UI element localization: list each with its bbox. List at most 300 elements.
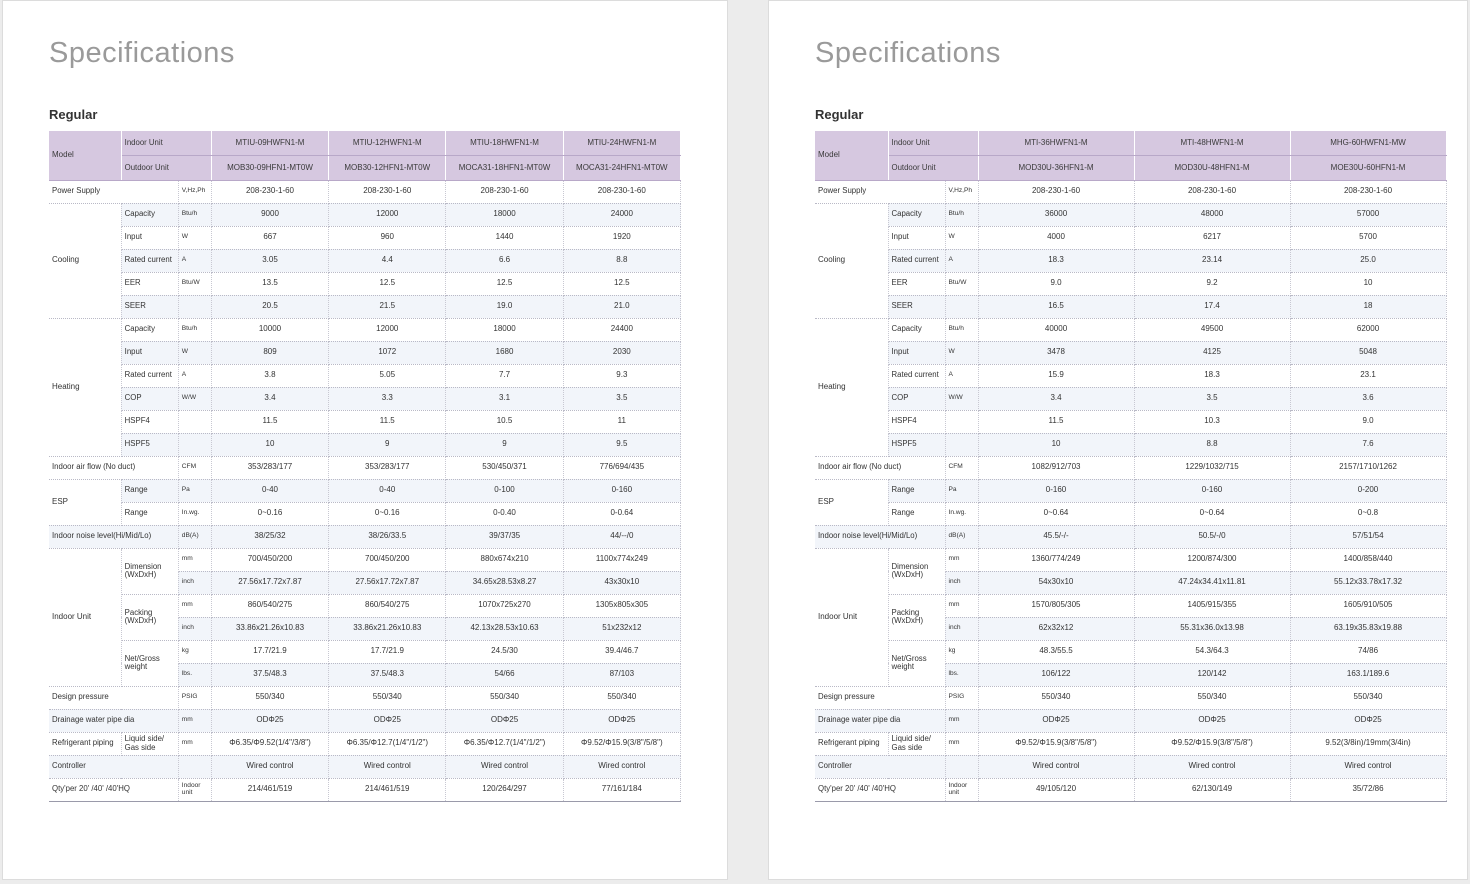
value-cell: 13.5 xyxy=(211,272,328,295)
value-cell: 55.31x36.0x13.98 xyxy=(1134,617,1290,640)
value-cell: 63.19x35.83x19.88 xyxy=(1290,617,1446,640)
unit-label: kg xyxy=(178,640,211,663)
unit-label: Btu/h xyxy=(945,203,978,226)
header-row xyxy=(815,156,1446,181)
cooling-group-label: Cooling xyxy=(49,203,121,318)
unit-label: Indoor unit xyxy=(178,778,211,801)
value-cell: 5700 xyxy=(1290,226,1446,249)
value-cell: Φ6.35/Φ12.7(1/4"/1/2") xyxy=(329,732,446,755)
value-cell: 16.5 xyxy=(978,295,1134,318)
table-row xyxy=(49,341,681,364)
unit-label: mm xyxy=(178,732,211,755)
heating-group-label: Heating xyxy=(49,318,121,456)
qty-label: Qty'per 20' /40' /40'HQ xyxy=(49,778,178,801)
value-cell: 9.52(3/8in)/19mm(3/4in) xyxy=(1290,732,1446,755)
value-cell: 3.4 xyxy=(978,387,1134,410)
value-cell: 18000 xyxy=(446,318,563,341)
value-cell: 1072 xyxy=(329,341,446,364)
value-cell: Wired control xyxy=(329,755,446,778)
model-label: Model xyxy=(815,131,888,180)
value-cell: 1440 xyxy=(446,226,563,249)
value-cell: 3.6 xyxy=(1290,387,1446,410)
table-row xyxy=(815,594,1446,617)
value-cell: 12000 xyxy=(329,203,446,226)
value-cell: 208-230-1-60 xyxy=(1134,180,1290,203)
value-cell: 0-160 xyxy=(563,479,680,502)
value-cell: 9 xyxy=(329,433,446,456)
indoor-model: MTIU-24HWFN1-M xyxy=(563,131,680,156)
table-row xyxy=(815,180,1446,203)
value-cell: 0~0.16 xyxy=(211,502,328,525)
param-label: EER xyxy=(888,272,945,295)
param-label: Input xyxy=(888,226,945,249)
table-row xyxy=(49,502,681,525)
value-cell: 42.13x28.53x10.63 xyxy=(446,617,563,640)
value-cell: ODΦ25 xyxy=(1134,709,1290,732)
value-cell: 550/340 xyxy=(446,686,563,709)
value-cell: 77/161/184 xyxy=(563,778,680,801)
value-cell: 667 xyxy=(211,226,328,249)
unit-label: CFM xyxy=(178,456,211,479)
value-cell: 33.86x21.26x10.83 xyxy=(329,617,446,640)
value-cell: 54/66 xyxy=(446,663,563,686)
value-cell: 74/86 xyxy=(1290,640,1446,663)
unit-label: dB(A) xyxy=(945,525,978,548)
indoor-model: MHG-60HWFN1-MW xyxy=(1290,131,1446,156)
table-row xyxy=(815,525,1446,548)
param-label: COP xyxy=(888,387,945,410)
value-cell: 3.4 xyxy=(211,387,328,410)
table-row xyxy=(815,640,1446,663)
param-label: Dimension (WxDxH) xyxy=(888,548,945,594)
value-cell: 6217 xyxy=(1134,226,1290,249)
param-label: Liquid side/ Gas side xyxy=(888,732,945,755)
unit-label: mm xyxy=(945,594,978,617)
noise-label: Indoor noise level(Hi/Mid/Lo) xyxy=(49,525,178,548)
value-cell: 700/450/200 xyxy=(211,548,328,571)
param-label: Capacity xyxy=(121,318,178,341)
value-cell: 7.6 xyxy=(1290,433,1446,456)
value-cell: 19.0 xyxy=(446,295,563,318)
param-label: Rated current xyxy=(121,249,178,272)
value-cell: 12.5 xyxy=(329,272,446,295)
value-cell: Φ9.52/Φ15.9(3/8"/5/8") xyxy=(978,732,1134,755)
param-label: Rated current xyxy=(888,249,945,272)
value-cell: 960 xyxy=(329,226,446,249)
table-row xyxy=(815,249,1446,272)
table-row xyxy=(815,295,1446,318)
param-label: COP xyxy=(121,387,178,410)
table-row xyxy=(49,686,681,709)
unit-label xyxy=(945,410,978,433)
value-cell: 21.0 xyxy=(563,295,680,318)
value-cell: 4125 xyxy=(1134,341,1290,364)
value-cell: 12.5 xyxy=(563,272,680,295)
value-cell: 35/72/86 xyxy=(1290,778,1446,801)
param-label: Rated current xyxy=(888,364,945,387)
value-cell: 48000 xyxy=(1134,203,1290,226)
table-row xyxy=(815,433,1446,456)
model-label: Model xyxy=(49,131,121,180)
value-cell: 49500 xyxy=(1134,318,1290,341)
value-cell: 208-230-1-60 xyxy=(978,180,1134,203)
value-cell: 51x232x12 xyxy=(563,617,680,640)
indoor-unit-group-label: Indoor Unit xyxy=(49,548,121,686)
outdoor-unit-label: Outdoor Unit xyxy=(121,156,211,181)
table-row xyxy=(49,456,681,479)
airflow-label: Indoor air flow (No duct) xyxy=(49,456,178,479)
table-row xyxy=(49,548,681,571)
unit-label: W xyxy=(945,341,978,364)
unit-label: W/W xyxy=(178,387,211,410)
table-row xyxy=(815,318,1446,341)
table-row xyxy=(49,318,681,341)
value-cell: 0-40 xyxy=(211,479,328,502)
value-cell: 87/103 xyxy=(563,663,680,686)
param-label: HSPF5 xyxy=(888,433,945,456)
unit-label: W xyxy=(945,226,978,249)
value-cell: 0-200 xyxy=(1290,479,1446,502)
value-cell: 8.8 xyxy=(1134,433,1290,456)
design-pressure-label: Design pressure xyxy=(49,686,178,709)
table-row xyxy=(49,226,681,249)
param-label: Dimension (WxDxH) xyxy=(121,548,178,594)
value-cell: 9 xyxy=(446,433,563,456)
airflow-label: Indoor air flow (No duct) xyxy=(815,456,945,479)
indoor-model: MTIU-09HWFN1-M xyxy=(211,131,328,156)
unit-label: PSIG xyxy=(178,686,211,709)
table-row xyxy=(815,778,1446,801)
indoor-unit-group-label: Indoor Unit xyxy=(815,548,888,686)
value-cell: 1405/915/355 xyxy=(1134,594,1290,617)
param-label: SEER xyxy=(121,295,178,318)
value-cell: Φ6.35/Φ12.7(1/4"/1/2") xyxy=(446,732,563,755)
unit-label: lbs. xyxy=(945,663,978,686)
value-cell: 120/264/297 xyxy=(446,778,563,801)
unit-label: inch xyxy=(178,571,211,594)
value-cell: 10000 xyxy=(211,318,328,341)
esp-group-label: ESP xyxy=(815,479,888,525)
section-subtitle: Regular xyxy=(815,107,864,122)
value-cell: 9.3 xyxy=(563,364,680,387)
value-cell: 23.14 xyxy=(1134,249,1290,272)
value-cell: ODΦ25 xyxy=(329,709,446,732)
value-cell: 8.8 xyxy=(563,249,680,272)
value-cell: Wired control xyxy=(1290,755,1446,778)
value-cell: 5048 xyxy=(1290,341,1446,364)
indoor-model: MTI-48HWFN1-M xyxy=(1134,131,1290,156)
unit-label: Btu/W xyxy=(178,272,211,295)
value-cell: Wired control xyxy=(446,755,563,778)
value-cell: 39/37/35 xyxy=(446,525,563,548)
value-cell: 25.0 xyxy=(1290,249,1446,272)
outdoor-model: MOCA31-24HFN1-MT0W xyxy=(563,156,680,181)
unit-label: A xyxy=(178,364,211,387)
table-row xyxy=(49,594,681,617)
value-cell: 1070x725x270 xyxy=(446,594,563,617)
value-cell: 43x30x10 xyxy=(563,571,680,594)
value-cell: 10 xyxy=(211,433,328,456)
value-cell: 550/340 xyxy=(1134,686,1290,709)
unit-label xyxy=(945,433,978,456)
param-label: Input xyxy=(121,226,178,249)
value-cell: ODΦ25 xyxy=(978,709,1134,732)
value-cell: 9.5 xyxy=(563,433,680,456)
value-cell: 62/130/149 xyxy=(1134,778,1290,801)
power-supply-label: Power Supply xyxy=(49,180,178,203)
header-row xyxy=(815,131,1446,156)
value-cell: 1680 xyxy=(446,341,563,364)
value-cell: 62000 xyxy=(1290,318,1446,341)
table-row xyxy=(49,732,681,755)
value-cell: 208-230-1-60 xyxy=(563,180,680,203)
unit-label: W/W xyxy=(945,387,978,410)
param-label: Range xyxy=(888,479,945,502)
value-cell: 0-160 xyxy=(1134,479,1290,502)
value-cell: 48.3/55.5 xyxy=(978,640,1134,663)
power-supply-label: Power Supply xyxy=(815,180,945,203)
table-row xyxy=(815,502,1446,525)
param-label: Capacity xyxy=(888,203,945,226)
table-row xyxy=(49,778,681,801)
value-cell: 18.3 xyxy=(1134,364,1290,387)
outdoor-model: MOCA31-18HFN1-MT0W xyxy=(446,156,563,181)
value-cell: 38/25/32 xyxy=(211,525,328,548)
table-row xyxy=(815,732,1446,755)
value-cell: 550/340 xyxy=(1290,686,1446,709)
unit-label: CFM xyxy=(945,456,978,479)
param-label: Net/Gross weight xyxy=(121,640,178,686)
value-cell: 208-230-1-60 xyxy=(329,180,446,203)
param-label: HSPF4 xyxy=(121,410,178,433)
value-cell: 9.0 xyxy=(978,272,1134,295)
value-cell: 530/450/371 xyxy=(446,456,563,479)
value-cell: 1200/874/300 xyxy=(1134,548,1290,571)
value-cell: 700/450/200 xyxy=(329,548,446,571)
value-cell: 214/461/519 xyxy=(329,778,446,801)
value-cell: 10.5 xyxy=(446,410,563,433)
table-row xyxy=(49,410,681,433)
section-subtitle: Regular xyxy=(49,107,98,122)
unit-label: Btu/h xyxy=(945,318,978,341)
value-cell: 550/340 xyxy=(211,686,328,709)
unit-label xyxy=(945,295,978,318)
value-cell: 33.86x21.26x10.83 xyxy=(211,617,328,640)
value-cell: 44/--/0 xyxy=(563,525,680,548)
value-cell: 0~0.64 xyxy=(978,502,1134,525)
param-label: Net/Gross weight xyxy=(888,640,945,686)
table-row xyxy=(49,364,681,387)
value-cell: 11 xyxy=(563,410,680,433)
unit-label: W xyxy=(178,226,211,249)
refrigerant-label: Refrigerant piping xyxy=(815,732,888,755)
outdoor-model: MOB30-09HFN1-MT0W xyxy=(211,156,328,181)
value-cell: ODΦ25 xyxy=(1290,709,1446,732)
page-title: Specifications xyxy=(49,37,235,69)
value-cell: Φ9.52/Φ15.9(3/8"/5/8") xyxy=(1134,732,1290,755)
param-label: Range xyxy=(121,502,178,525)
unit-label: In.wg. xyxy=(945,502,978,525)
value-cell: 10.3 xyxy=(1134,410,1290,433)
design-pressure-label: Design pressure xyxy=(815,686,945,709)
value-cell: 11.5 xyxy=(329,410,446,433)
value-cell: 3.1 xyxy=(446,387,563,410)
unit-label: mm xyxy=(945,709,978,732)
value-cell: 62x32x12 xyxy=(978,617,1134,640)
spec-table xyxy=(815,131,1447,802)
table-row xyxy=(49,272,681,295)
value-cell: 6.6 xyxy=(446,249,563,272)
value-cell: 880x674x210 xyxy=(446,548,563,571)
value-cell: Wired control xyxy=(978,755,1134,778)
value-cell: 15.9 xyxy=(978,364,1134,387)
param-label: HSPF5 xyxy=(121,433,178,456)
value-cell: 18000 xyxy=(446,203,563,226)
value-cell: 0-160 xyxy=(978,479,1134,502)
value-cell: 57/51/54 xyxy=(1290,525,1446,548)
value-cell: ODΦ25 xyxy=(446,709,563,732)
value-cell: 776/694/435 xyxy=(563,456,680,479)
value-cell: 0-0.40 xyxy=(446,502,563,525)
value-cell: 45.5/-/- xyxy=(978,525,1134,548)
value-cell: 208-230-1-60 xyxy=(446,180,563,203)
value-cell: 24000 xyxy=(563,203,680,226)
value-cell: 860/540/275 xyxy=(211,594,328,617)
page-title: Specifications xyxy=(815,37,1001,69)
value-cell: 1229/1032/715 xyxy=(1134,456,1290,479)
value-cell: 550/340 xyxy=(329,686,446,709)
param-label: Liquid side/ Gas side xyxy=(121,732,178,755)
table-row xyxy=(815,410,1446,433)
unit-label: kg xyxy=(945,640,978,663)
table-row xyxy=(49,180,681,203)
value-cell: 3478 xyxy=(978,341,1134,364)
unit-label: Btu/h xyxy=(178,318,211,341)
value-cell: 54x30x10 xyxy=(978,571,1134,594)
value-cell: 9.0 xyxy=(1290,410,1446,433)
header-row xyxy=(49,131,681,156)
header-row xyxy=(49,156,681,181)
table-row xyxy=(49,479,681,502)
noise-label: Indoor noise level(Hi/Mid/Lo) xyxy=(815,525,945,548)
table-row xyxy=(49,709,681,732)
value-cell: 120/142 xyxy=(1134,663,1290,686)
value-cell: 21.5 xyxy=(329,295,446,318)
value-cell: 550/340 xyxy=(978,686,1134,709)
value-cell: 106/122 xyxy=(978,663,1134,686)
unit-label: PSIG xyxy=(945,686,978,709)
value-cell: 50.5/-/0 xyxy=(1134,525,1290,548)
cooling-group-label: Cooling xyxy=(815,203,888,318)
value-cell: 12.5 xyxy=(446,272,563,295)
value-cell: Wired control xyxy=(563,755,680,778)
indoor-unit-label: Indoor Unit xyxy=(888,131,978,156)
unit-label: A xyxy=(945,364,978,387)
outdoor-model: MOD30U-48HFN1-M xyxy=(1134,156,1290,181)
value-cell: 3.05 xyxy=(211,249,328,272)
heating-group-label: Heating xyxy=(815,318,888,456)
value-cell: 9.2 xyxy=(1134,272,1290,295)
value-cell: 12000 xyxy=(329,318,446,341)
unit-label: mm xyxy=(178,594,211,617)
outdoor-model: MOE30U-60HFN1-M xyxy=(1290,156,1446,181)
table-row xyxy=(815,755,1446,778)
table-row xyxy=(815,387,1446,410)
value-cell: Φ6.35/Φ9.52(1/4"/3/8") xyxy=(211,732,328,755)
unit-label: In.wg. xyxy=(178,502,211,525)
table-row xyxy=(815,272,1446,295)
value-cell: 18 xyxy=(1290,295,1446,318)
table-row xyxy=(49,755,681,778)
unit-label: V,Hz,Ph xyxy=(178,180,211,203)
value-cell: 2030 xyxy=(563,341,680,364)
value-cell: 3.8 xyxy=(211,364,328,387)
value-cell: 36000 xyxy=(978,203,1134,226)
unit-label: dB(A) xyxy=(178,525,211,548)
value-cell: 4000 xyxy=(978,226,1134,249)
value-cell: 1605/910/505 xyxy=(1290,594,1446,617)
table-row xyxy=(815,456,1446,479)
value-cell: 38/26/33.5 xyxy=(329,525,446,548)
table-row xyxy=(49,249,681,272)
value-cell: 10 xyxy=(1290,272,1446,295)
value-cell: 550/340 xyxy=(563,686,680,709)
value-cell: Φ9.52/Φ15.9(3/8"/5/8") xyxy=(563,732,680,755)
outdoor-model: MOD30U-36HFN1-M xyxy=(978,156,1134,181)
param-label: HSPF4 xyxy=(888,410,945,433)
unit-label: mm xyxy=(178,548,211,571)
unit-label: Btu/W xyxy=(945,272,978,295)
value-cell: 3.3 xyxy=(329,387,446,410)
table-row xyxy=(49,433,681,456)
indoor-model: MTIU-18HWFN1-M xyxy=(446,131,563,156)
value-cell: 40000 xyxy=(978,318,1134,341)
param-label: EER xyxy=(121,272,178,295)
value-cell: ODΦ25 xyxy=(211,709,328,732)
value-cell: 27.56x17.72x7.87 xyxy=(329,571,446,594)
value-cell: 208-230-1-60 xyxy=(211,180,328,203)
value-cell: 23.1 xyxy=(1290,364,1446,387)
value-cell: 11.5 xyxy=(978,410,1134,433)
value-cell: 57000 xyxy=(1290,203,1446,226)
table-row xyxy=(49,640,681,663)
value-cell: 5.05 xyxy=(329,364,446,387)
indoor-model: MTIU-12HWFN1-M xyxy=(329,131,446,156)
table-row xyxy=(815,548,1446,571)
value-cell: 7.7 xyxy=(446,364,563,387)
controller-label: Controller xyxy=(49,755,178,778)
unit-label: Btu/h xyxy=(178,203,211,226)
value-cell: 10 xyxy=(978,433,1134,456)
unit-label xyxy=(178,755,211,778)
value-cell: 18.3 xyxy=(978,249,1134,272)
drainage-label: Drainage water pipe dia xyxy=(815,709,945,732)
table-row xyxy=(49,387,681,410)
unit-label: Pa xyxy=(945,479,978,502)
value-cell: 11.5 xyxy=(211,410,328,433)
unit-label xyxy=(178,410,211,433)
value-cell: 24.5/30 xyxy=(446,640,563,663)
value-cell: 0-40 xyxy=(329,479,446,502)
unit-label: V,Hz,Ph xyxy=(945,180,978,203)
outdoor-unit-label: Outdoor Unit xyxy=(888,156,978,181)
param-label: Range xyxy=(888,502,945,525)
unit-label: inch xyxy=(178,617,211,640)
indoor-unit-label: Indoor Unit xyxy=(121,131,211,156)
value-cell: 2157/1710/1262 xyxy=(1290,456,1446,479)
param-label: SEER xyxy=(888,295,945,318)
qty-label: Qty'per 20' /40' /40'HQ xyxy=(815,778,945,801)
